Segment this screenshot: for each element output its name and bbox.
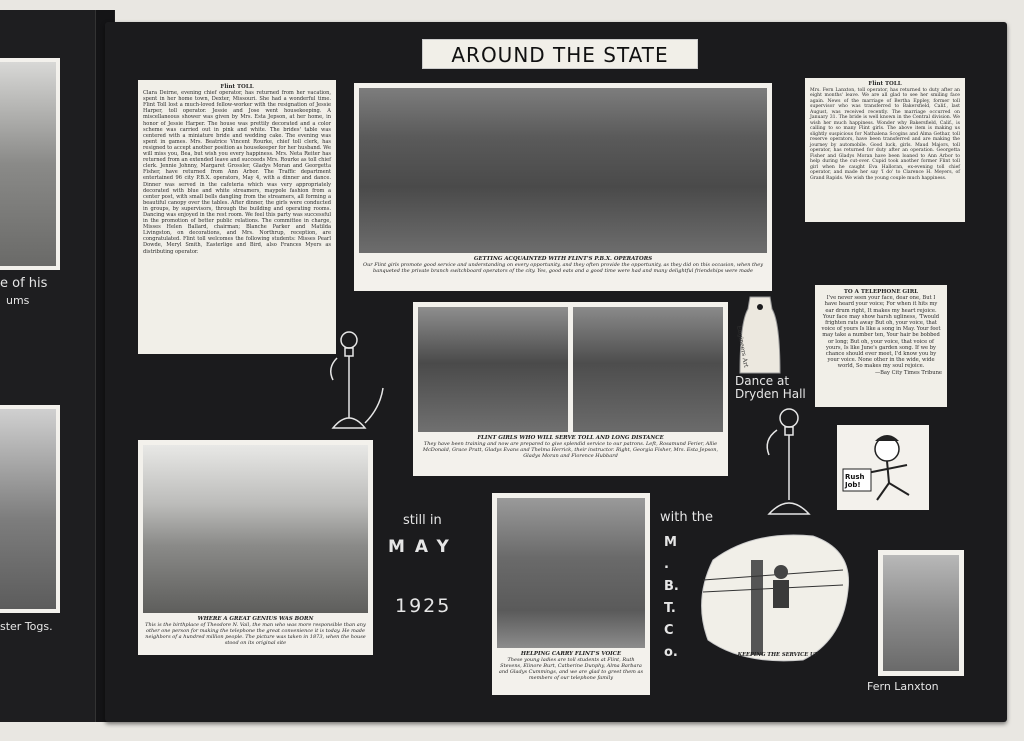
long-distance-photo-card — [413, 302, 728, 476]
flint-toll-clipping-right — [805, 78, 965, 222]
rush-job-text: Rush Job! — [845, 473, 865, 489]
engineers-tag — [735, 295, 782, 375]
dance-chalk-1: Dance at — [735, 374, 790, 388]
left-chalk-2: ums — [6, 294, 30, 307]
fern-chalk: Fern Lanxton — [867, 680, 939, 693]
voice-caption-text: These young ladies are toll students at Flint, Ruth Stevens, Elinore Burt, Catherine Dunphy, Alma Barbara and Gladys Cummings, and we are glad to greet them as members of our telephone family — [498, 657, 644, 681]
telephone-doodle-left — [325, 328, 385, 438]
tag-text: Engineers Art — [735, 325, 750, 369]
telephone-doodle-right — [755, 400, 815, 520]
left-top-photo — [0, 58, 60, 270]
fern-lanxton-photo — [883, 555, 959, 671]
voice-photo-card — [492, 493, 650, 695]
still-in-chalk: still in — [403, 513, 442, 528]
lineman-cutout — [693, 530, 853, 665]
with-the-chalk: with the — [660, 510, 714, 525]
lineman-shape — [693, 530, 853, 665]
clipping-heading-right: Flint TOLL — [868, 81, 902, 87]
banquet-photo — [359, 88, 767, 253]
banquet-photo-card — [354, 83, 772, 291]
house-caption-text: This is the birthplace of Theodore N. Vail, the man who was more responsible than any other one person for making the telephone the great convenience it is today. He made neighbors of a hundred million people. The picture was taken in 1873, when the house stood on its original site — [145, 622, 366, 646]
poem-lines: I've never seen your face, dear one, But I have heard your voice; For when it hits my ear drum right, It makes my heart rejoice. Your face may show harsh ugliness, 'Twould frighten rats away But oh, your voice, that voice of yours Is like a song in May. Your feet may take a number ten, Your hair be bobbed or long; But oh, your voice, that voice of yours, Is like June's garden song. If we by chance should ever meet, I'd know you by your voice. None other in the wide, wide world, So makes my soul rejoice. — [821, 295, 941, 370]
banquet-caption-text: Our Flint girls promote good service and understanding on every opportunity, and they often provide the opportunity, as they did on this occasion, when they banqueted the private branch switchboard operators of the city. Yes, good eats and a good time were had and many delightful friendships were made — [362, 262, 764, 274]
dance-chalk-2: Dryden Hall — [735, 387, 806, 401]
voice-caption-title: HELPING CARRY FLINT'S VOICE — [520, 651, 622, 657]
fern-lanxton-photo-card — [878, 550, 964, 676]
banquet-caption-title: GETTING ACQUAINTED WITH FLINT'S P.B.X. OPERATORS — [473, 256, 653, 262]
left-chalk-1: e of his — [0, 276, 48, 291]
vail-house-photo — [143, 445, 368, 613]
long-distance-caption-text: They have been training and now are prepared to give splendid service to our patrons. Left, Rosamund Ferier, Allie McDonald, Grace Pratt, Gladys Evans and Thelma Herrick, their instructor. Right, Georgia Fisher, Mrs. Esta Jepson, Gladys Moran and Florence Hubbard — [422, 441, 719, 459]
rush-job-cartoon — [837, 425, 929, 510]
banquet-caption — [359, 253, 767, 274]
left-bottom-photo — [0, 405, 60, 613]
may-chalk: MAY — [388, 537, 459, 557]
long-distance-photo-left — [418, 307, 568, 432]
left-chalk-3: ster Togs. — [0, 620, 53, 633]
telephone-girl-poem — [815, 285, 947, 407]
house-photo-card — [138, 440, 373, 655]
clipping-body-right: Mrs. Fern Lanxton, toll operator, has returned to duty after an eight months' leave. We are all glad to see her smiling face again. News of the marriage of Bertha Eppley, former toll supervisor who was transferred to Bakersfield, Calif., last August, was received recently. The marriage occurred on January 31. The bride is well known in the Central division. We wish her much happiness. Wonder why Bakersfield, Calif., is calling to so many Flint girls. The above item is making us slightly suspicious for Nathalena Scogins and Alma Gethar, toll reserve operators, have been transferred and are making the journey by automobile. Good luck, girls. Maud Majors, toll operator, has returned for duty after an operation. Georgetta Fisher and Gladys Moran have been loaned to Ann Arbor to help during the cut-over. Cupid took another former Flint toll girl when he caught Eva Halloran, ex-evening toll chief operator, and made her say 'I do' to Clarence H. Meyers, of Grand Rapids. We wish the young couple much happiness. — [810, 87, 960, 181]
toll-students-photo — [497, 498, 645, 648]
poem-source: —Bay City Times Tribune — [874, 369, 942, 376]
long-distance-photo-right — [573, 307, 723, 432]
long-distance-caption — [418, 432, 723, 459]
poem-title: TO A TELEPHONE GIRL — [843, 289, 919, 295]
lineman-caption: KEEPING THE SERVICE UP — [737, 652, 819, 658]
mbt-chalk: M. B. T. Co. — [664, 535, 679, 660]
year-chalk: 1925 — [395, 595, 452, 617]
clipping-body: Clara Deirne, evening chief operator, has returned from her vacation, spent in her home town, Dexter, Missouri. She had a wonderful time. Flint Toll lost a much-loved fellow-worker with the resignation of Jessie Harper, toll operator. Jessie and Jose went housekeeping. A miscellaneous shower was given by Mrs. Esta Jepson, at her home, in honor of Jessie Harper. The house was prettily decorated and a color scheme was carried out in pink and white. The brides' table was centered with a miniature bride and wedding cake. The evening was spent in games. Mrs. Beatrice Vincent Rourke, chief toll clerk, has resigned to accept another position as housekeeper for her husband. We will miss you, Bea, but wish you every happiness. Mrs. Neta Reiter has returned from an extended leave and succeeds Mrs. Rourke as toll chief clerk. Jennie Johnny, Margaret Grossler, Gladys Moran and Georgetta Fisher, have returned from Ann Arbor. The Traffic department entertained 96 city P.B.X. operators, May 4, with a dinner and dance. Dinner was served in the cafeteria which was very appropriately decorated with blue and white streamers, maypole fashion from a center post, with small bells dangling from the streamers, all forming a beautiful canopy over the tables. After dinner, the girls were conducted in groups, by supervisors, through the building and operating rooms. Dancing was enjoyed in the rest room. We feel this party was successful in the promotion of better public relations. The committee in charge, Misses Helen Ballard, chairman; Blanche Parker and Matilda Livingston, on decorations, and Mrs. Northrup, reception, are congratulated. Flint toll welcomes the following students: Misses Pearl Dowde, Meryl Smith, Easterlige and Bird, also Frances Myers as distributing operator. — [143, 90, 331, 255]
cartoon-figure — [837, 425, 929, 510]
voice-caption — [497, 648, 645, 681]
page-title: AROUND THE STATE — [422, 39, 698, 69]
clipping-heading: Flint TOLL — [220, 84, 254, 90]
flint-toll-clipping-left — [138, 80, 336, 354]
house-caption-title: WHERE A GREAT GENIUS WAS BORN — [197, 616, 314, 622]
house-caption — [143, 613, 368, 646]
long-distance-caption-title: FLINT GIRLS WHO WILL SERVE TOLL AND LONG DISTANCE — [477, 435, 664, 441]
